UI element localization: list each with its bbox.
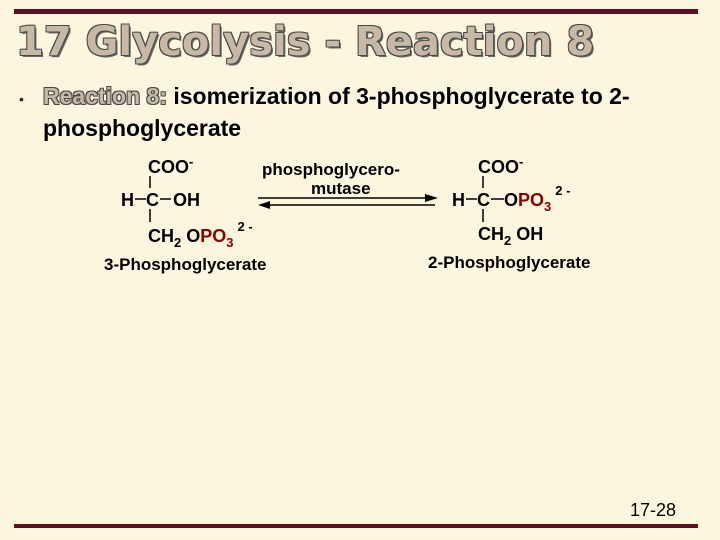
reactant-carbon: C (146, 190, 159, 210)
reactant-carboxylate: COO- (148, 154, 194, 177)
product-name: 2-Phosphoglycerate (428, 253, 591, 272)
slide-title: 17 Glycolysis - Reaction 8 (16, 19, 595, 65)
bullet-marker: • (19, 91, 24, 107)
product-hydroxymethyl: $CH_2$ OH (478, 224, 544, 248)
reverse-arrow-head (258, 201, 270, 209)
product-phosphate-group: $OPO_3^{2 -}$ (504, 183, 571, 214)
reactant-name: 3-Phosphoglycerate (104, 255, 267, 274)
bottom-rule (14, 524, 698, 528)
bullet-keyword: Reaction 8: (43, 83, 167, 109)
reactant-hydrogen: H (121, 190, 134, 210)
reactant-phosphate-group: $CH_2$ $OPO_3^{2 -}$ (148, 219, 253, 250)
product-carboxylate: COO- (478, 154, 524, 177)
enzyme-name-line2: mutase (311, 179, 371, 198)
reactant-structure (104, 154, 267, 274)
equilibrium-arrows (258, 160, 438, 209)
bullet-description: isomerization of 3-phosphoglycerate to 2-phosphoglycerate (43, 83, 630, 141)
enzyme-name-line1: phosphoglycero- (262, 160, 400, 179)
reactant-hydroxyl: OH (173, 190, 200, 210)
product-hydrogen: H (452, 190, 465, 210)
product-carbon: C (477, 190, 490, 210)
forward-arrow-head (425, 194, 438, 202)
page-number: 17-28 (630, 500, 677, 520)
product-structure (428, 154, 591, 272)
